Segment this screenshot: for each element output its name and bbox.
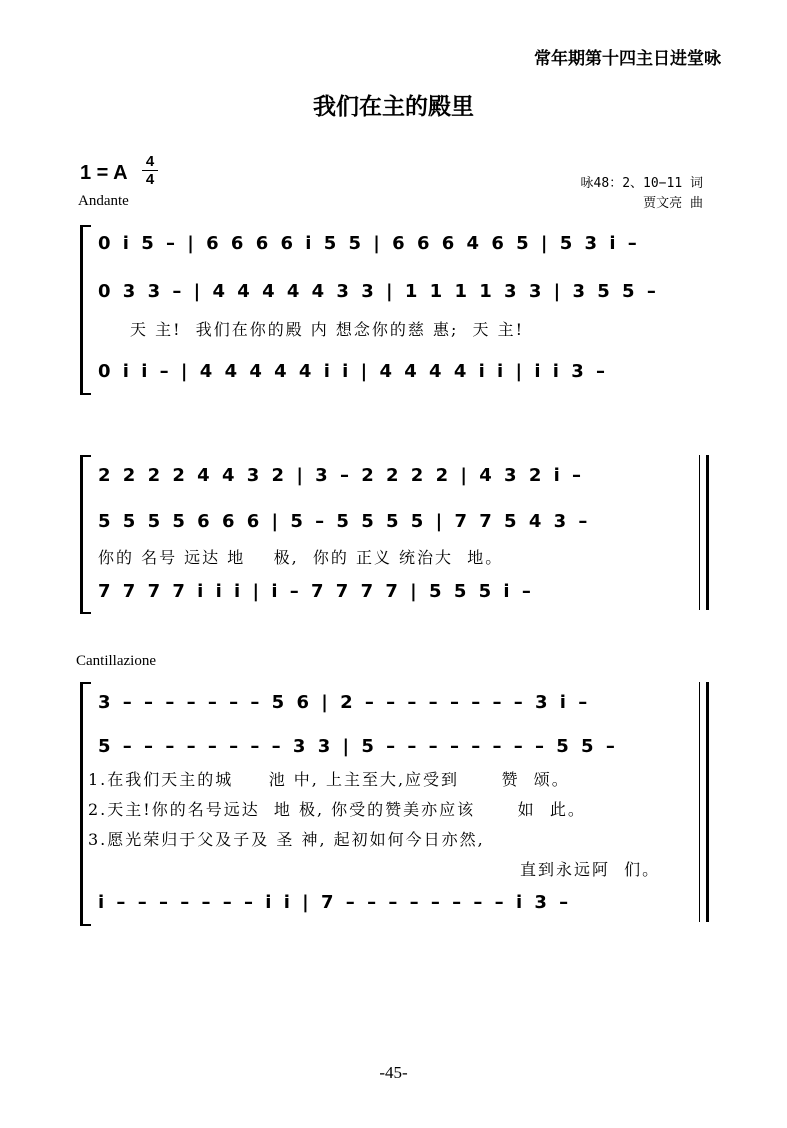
alto-line: 0 3 3 – | 4 4 4 4 4 3 3 | 1 1 1 1 3 3 | 3 5 5 –	[98, 281, 659, 302]
system-1	[80, 225, 709, 395]
verse-1: 1.在我们天主的城 池 中, 上主至大,应受到 赞 颂。	[88, 770, 570, 789]
tempo-marking: Andante	[78, 193, 129, 209]
soprano-line: 2 2 2 2 4 4 3 2 | 3 – 2 2 2 2 | 4 3 2 i –	[98, 465, 585, 486]
bass-line: i – – – – – – – i i | 7 – – – – – – – – i 3 –	[98, 892, 572, 913]
lyric-line: 你的 名号 远达 地 极, 你的 正义 统治大 地。	[98, 548, 504, 567]
soprano-line: 3 – – – – – – – 5 6 | 2 – – – – – – – – 3 i –	[98, 692, 591, 713]
bass-line: 0 i i – | 4 4 4 4 4 i i | 4 4 4 4 i i | i i 3 –	[98, 361, 608, 382]
verse-2: 2.天主!你的名号远达 地 极, 你受的赞美亦应该 如 此。	[88, 800, 586, 819]
verse-3-end: 直到永远阿 们。	[520, 860, 661, 879]
system-3	[80, 682, 709, 927]
page-number: -45-	[379, 1063, 408, 1082]
tempo-marking: Cantillazione	[76, 653, 156, 669]
song-title: 我们在主的殿里	[313, 94, 474, 120]
bass-line: 7 7 7 7 i i i | i – 7 7 7 7 | 5 5 5 i –	[98, 581, 534, 602]
lyrics-credit: 咏48：2、10−11 词	[580, 176, 703, 191]
key-signature: 1 = A	[80, 162, 128, 184]
soprano-line: 0 i 5 – | 6 6 6 6 i 5 5 | 6 6 6 4 6 5 | 5 3 i –	[98, 233, 640, 254]
alto-line: 5 5 5 5 6 6 6 | 5 – 5 5 5 5 | 7 7 5 4 3 –	[98, 511, 591, 532]
hymn-category: 常年期第十四主日进堂咏	[534, 49, 721, 69]
music-credit: 贾文亮 曲	[643, 196, 703, 211]
system-2	[80, 455, 709, 615]
time-signature: 4 4	[142, 154, 158, 187]
verse-3: 3.愿光荣归于父及子及 圣 神, 起初如何今日亦然,	[88, 830, 485, 849]
alto-line: 5 – – – – – – – – 3 3 | 5 – – – – – – – – 5 5 –	[98, 736, 618, 757]
lyric-line: 天 主! 我们在你的殿 内 想念你的慈 惠; 天 主!	[130, 320, 525, 339]
